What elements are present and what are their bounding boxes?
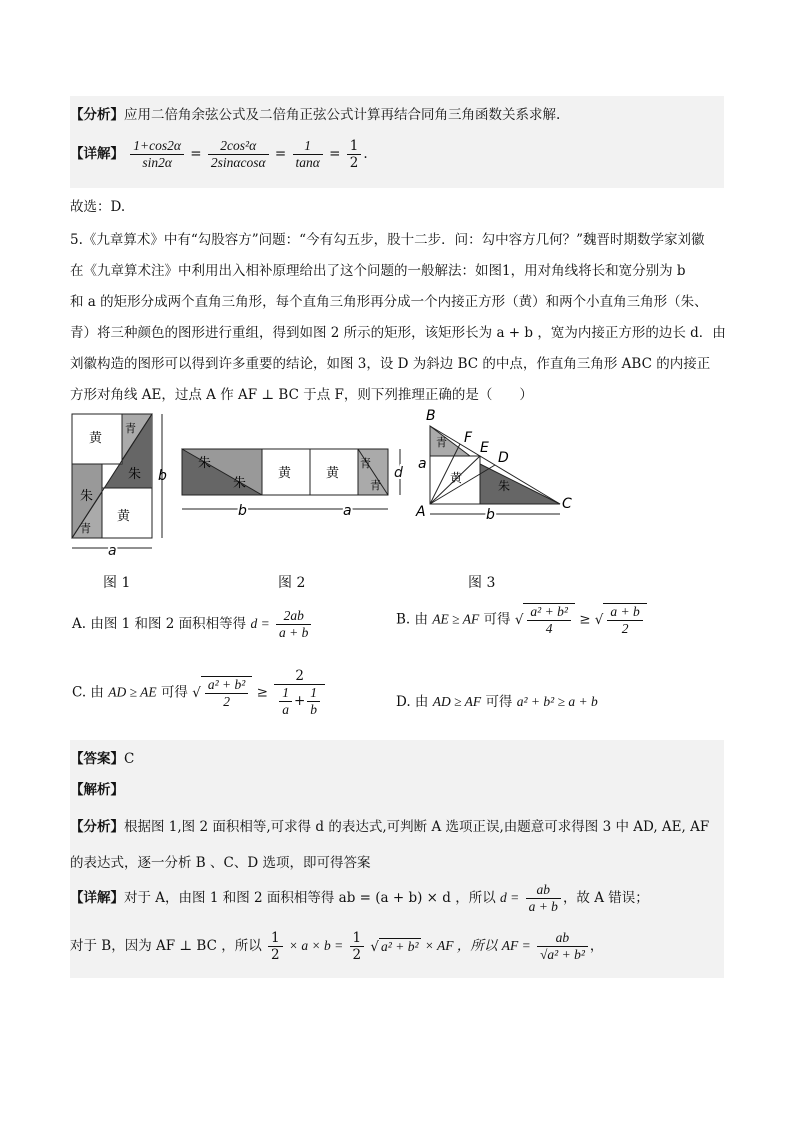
prev-choice: 故选：D.: [70, 199, 126, 215]
question-line-3: 和 a 的矩形分成两个直角三角形，每个直角三角形再分成一个内接正方形（黄）和两个小直角三角形（朱、: [70, 294, 708, 310]
fig2-label-red-1: 朱: [198, 456, 212, 471]
fig1-label-b: b: [158, 468, 167, 484]
fig3-label-cyan: 青: [436, 436, 447, 449]
question-line-2: 在《九章算术注》中利用出入相补原理给出了这个问题的一般解法：如图1，用对角线将长和宽分别为 b: [70, 263, 686, 279]
frac-2: $\frac{\text{2cos²α}}{2\sin\alpha\cos\alpha}$: [208, 138, 269, 171]
option-A: A. 由图 1 和图 2 面积相等得 d = $\frac{2ab}{a + b}$: [72, 608, 313, 641]
analysis-line-1: 【分析】根据图 1,图 2 面积相等,可求得 d 的表达式,可判断 A 选项正误,由题意可求得图 3 中 AD, AE, AF: [70, 819, 710, 835]
fig3-caption: 图 3: [468, 575, 496, 591]
fig1-label-yellow-top: 黄: [89, 431, 103, 446]
question-line-5: 刘徽构造的图形可以得到许多重要的结论，如图 3，设 D 为斜边 BC 的中点，作直角三角形 ABC 的内接正: [70, 356, 711, 372]
fig2-label-a: a: [343, 503, 352, 519]
fig2-label-yellow-2: 黄: [326, 466, 340, 481]
fig1-caption: 图 1: [103, 575, 131, 591]
fig2-label-red-2: 朱: [233, 476, 247, 491]
fig3-label-yellow: 黄: [450, 471, 463, 485]
fig3-label-E: E: [480, 440, 489, 456]
analysis-line-2: 的表达式，逐一分析 B 、C、D 选项，即可得答案: [70, 855, 371, 871]
fig3-label-red: 朱: [498, 479, 511, 493]
frac-3: $\frac{1}{\tan\alpha}$: [293, 138, 323, 171]
fig3-label-A: A: [416, 504, 426, 520]
question-line-4: 青）将三种颜色的图形进行重组，得到如图 2 所示的矩形，该矩形长为 a + b ，宽为内接正方形的边长 d．由: [70, 325, 726, 341]
fig3-label-F: F: [464, 430, 473, 446]
detail-line-1: 【详解】对于 A，由图 1 和图 2 面积相等得 ab = (a + b) × d ，所以 d = $\frac{ab}{a + b}$ ，故 A 错误；: [70, 882, 649, 914]
detail-line-2: 对于 B，因为 AF ⊥ BC ，所以 $\frac{1}{2}$ × a × b = $\frac{1}{2}$ √ a² + b² × AF ，所以 AF = $\frac{ab}{\text{√a² + b²}}$ ，: [70, 930, 604, 963]
option-B: B. 由 AE ≥ AF 可得 √ $\frac{\text{a² + b²}}{4}$ ≥ √ $\frac{a + b}{2}$: [396, 603, 647, 637]
figure-3: [412, 408, 577, 523]
figure-1: [68, 410, 178, 560]
fig2-caption: 图 2: [278, 575, 306, 591]
figure-2: [178, 445, 418, 525]
fig2-label-cyan-2: 青: [370, 479, 381, 492]
fig2-label-cyan-1: 青: [360, 457, 371, 470]
answer-line: 【答案】C: [70, 751, 135, 767]
prev-analysis: 【分析】应用二倍角余弦公式及二倍角正弦公式计算再结合同角三角函数关系求解.: [70, 107, 561, 123]
fig1-label-yellow-bottom: 黄: [117, 509, 131, 524]
fig1-label-red-left: 朱: [80, 489, 94, 504]
fig1-label-cyan-bottom: 青: [80, 522, 91, 535]
frac-1: $\frac{1+\cos 2\alpha}{\sin 2\alpha}$: [130, 138, 184, 171]
fig2-label-b: b: [238, 503, 247, 519]
fig3-label-a: a: [418, 456, 427, 472]
fig3-label-C: C: [562, 496, 572, 512]
fig1-label-red-right: 朱: [128, 467, 142, 482]
fig3-label-B: B: [426, 408, 436, 424]
fig3-label-D: D: [498, 450, 509, 466]
fig1-label-cyan-top: 青: [125, 422, 136, 435]
frac-4: $\frac{1}{2}$: [347, 138, 362, 171]
question-line-6: 方形对角线 AE，过点 A 作 AF ⊥ BC 于点 F，则下列推理正确的是（ ）: [70, 387, 533, 403]
explain-tag: 【解析】: [70, 782, 124, 798]
option-D: D. 由 AD ≥ AF 可得 a² + b² ≥ a + b: [396, 694, 598, 710]
prev-detail: 【详解】 $\frac{1+\cos 2\alpha}{\sin 2\alpha}$ = $\frac{\text{2cos²α}}{2\sin\alpha\cos\alpha}$ = $\frac{1}{\tan\alpha}$ = $\frac{1}{2}$ .: [70, 138, 368, 171]
option-C: C. 由 AD ≥ AE 可得 √ $\frac{\text{a² + b²}}{2}$ ≥ 2 $\frac{1}{a}$ + $\frac{1}{b}$: [72, 668, 327, 718]
fig3-label-b: b: [486, 507, 495, 523]
question-line-1: 5.《九章算术》中有“勾股容方”问题：“今有勾五步，股十二步．问：勾中容方几何？”魏晋时期数学家刘徽: [70, 232, 705, 248]
fig1-label-a: a: [108, 543, 117, 559]
fig2-label-yellow-1: 黄: [278, 466, 292, 481]
fig3-red-triangle: [480, 464, 560, 504]
fig2-label-d: d: [394, 465, 403, 481]
